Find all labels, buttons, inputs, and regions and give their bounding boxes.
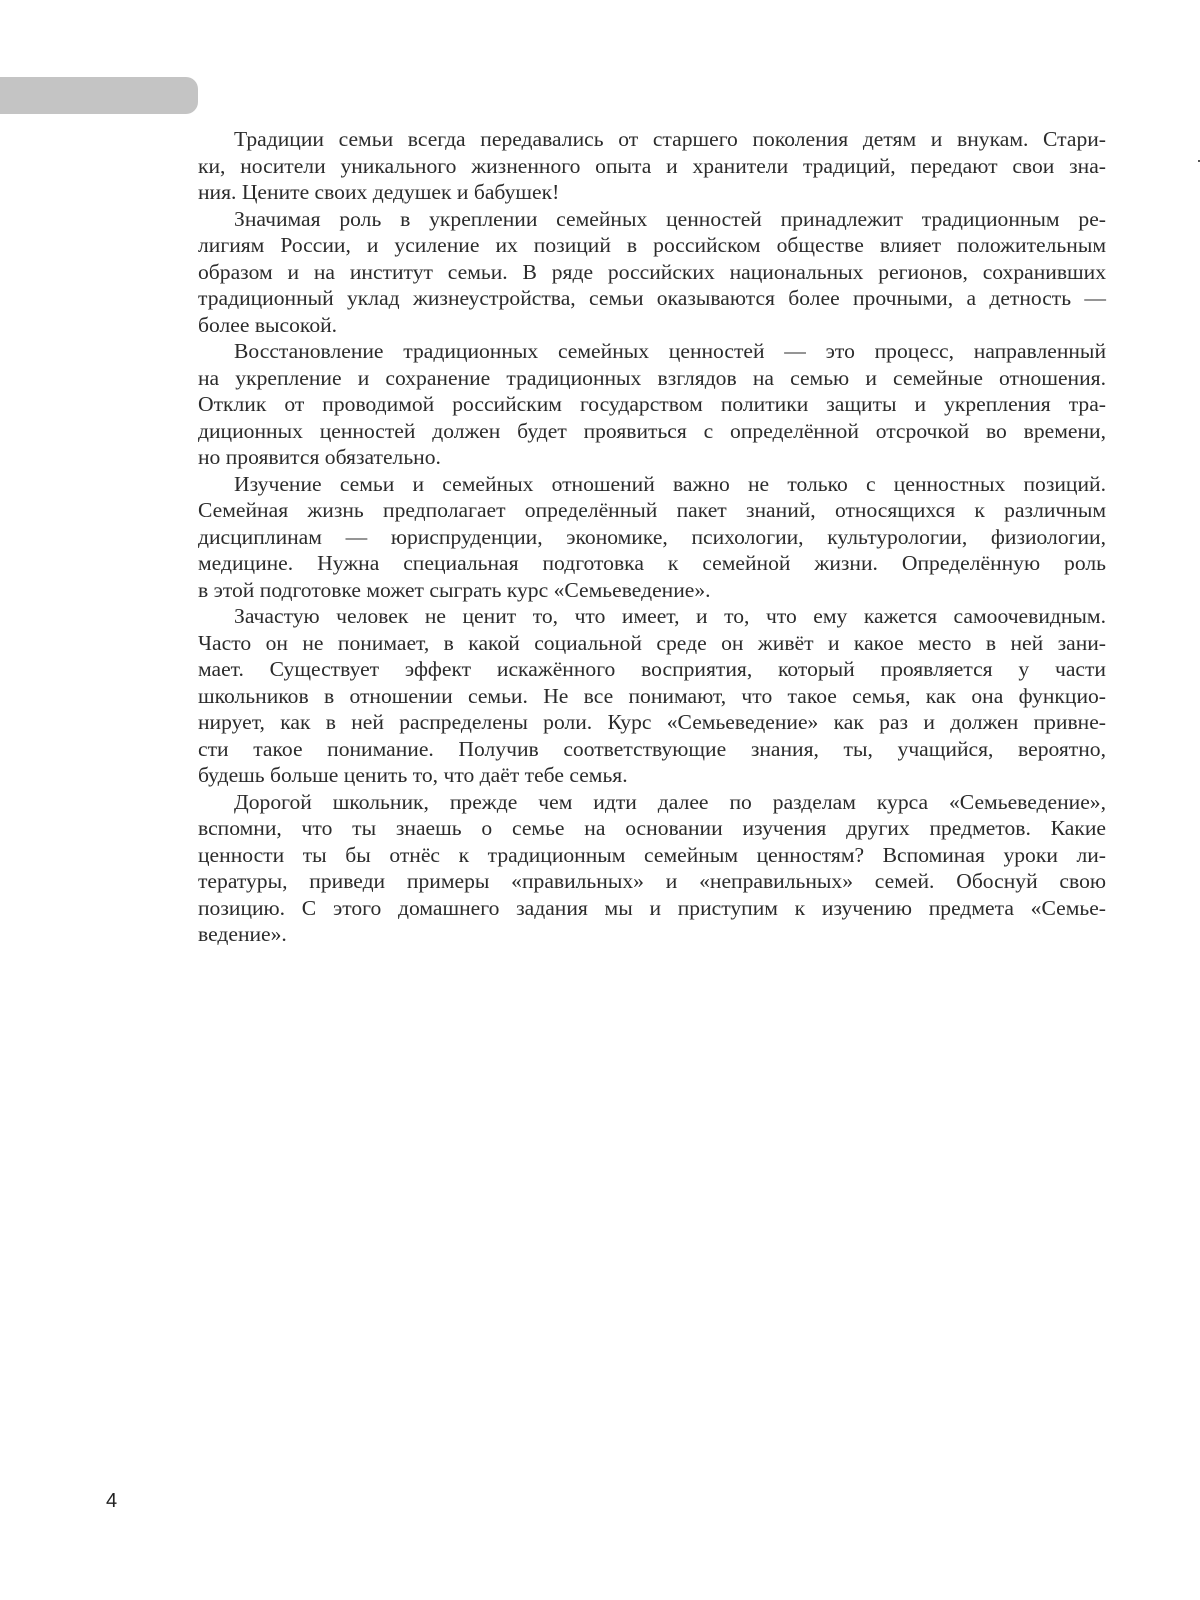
text-line: Традиции семьи всегда передавались от старшего поколения детям и внукам. Стари-	[234, 127, 1106, 151]
text-line: Отклик от проводимой российским государством политики защиты и укрепления тра-	[198, 392, 1106, 416]
text-line: Часто он не понимает, в какой социальной среде он живёт и какое место в ней зани-	[198, 630, 1106, 655]
text-line: традиционный уклад жизнеустройства, семьи оказываются более прочными, а детность —	[198, 286, 1106, 310]
section-tab-marker	[0, 77, 198, 114]
text-line: мает. Существует эффект искажённого восприятия, который проявляется у части	[198, 657, 1106, 681]
text-line: Зачастую человек не ценит то, что имеет, и то, что ему кажется самоочевидным.	[234, 604, 1106, 628]
text-line: будешь больше ценить то, что даёт тебе семья.	[198, 763, 628, 787]
paragraph-2	[198, 206, 1106, 339]
text-line: ведение».	[198, 922, 287, 946]
page-number: 4	[106, 1490, 118, 1512]
text-line: вспомни, что ты знаешь о семье на основании изучения других предметов. Какие	[198, 816, 1106, 840]
text-line: сти такое понимание. Получив соответствующие знания, ты, учащийся, вероятно,	[198, 736, 1106, 761]
text-line: образом и на институт семьи. В ряде российских национальных регионов, сохранивших	[198, 259, 1106, 284]
text-line: ния. Цените своих дедушек и бабушек!	[198, 180, 560, 204]
text-line: дисциплинам — юриспруденции, экономике, психологии, культурологии, физиологии,	[198, 524, 1106, 549]
text-line: на укрепление и сохранение традиционных взглядов на семью и семейные отношения.	[198, 365, 1106, 390]
text-line: ценности ты бы отнёс к традиционным семейным ценностям? Вспоминая уроки ли-	[198, 842, 1106, 867]
text-line: но проявится обязательно.	[198, 445, 441, 469]
paragraph-1	[198, 126, 1106, 206]
text-line: Изучение семьи и семейных отношений важно не только с ценностных позиций.	[234, 471, 1106, 496]
text-line: в этой подготовке может сыграть курс «Семьеведение».	[198, 577, 711, 602]
text-line: более высокой.	[198, 312, 338, 337]
text-line: лигиям России, и усиление их позиций в российском обществе влияет положительным	[198, 233, 1106, 257]
paragraph-6	[198, 789, 1106, 948]
text-line: нирует, как в ней распределены роли. Курс «Семьеведение» как раз и должен привне-	[198, 710, 1106, 734]
body-text	[198, 126, 1106, 948]
paragraph-5	[198, 603, 1106, 789]
text-line: тературы, приведи примеры «правильных» и «неправильных» семей. Обоснуй свою	[198, 869, 1106, 893]
text-line: Дорогой школьник, прежде чем идти далее по разделам курса «Семьеведение»,	[234, 789, 1106, 814]
text-line: Значимая роль в укреплении семейных ценностей принадлежит традиционным ре-	[234, 206, 1106, 231]
paragraph-4	[198, 471, 1106, 604]
paragraph-3	[198, 338, 1106, 471]
text-line: позицию. С этого домашнего задания мы и приступим к изучению предмета «Семье-	[198, 895, 1106, 920]
text-line: медицине. Нужна специальная подготовка к семейной жизни. Определённую роль	[198, 551, 1106, 575]
text-line: Восстановление традиционных семейных ценностей — это процесс, направленный	[234, 339, 1106, 363]
text-line: Семейная жизнь предполагает определённый пакет знаний, относящихся к различным	[198, 498, 1106, 522]
text-line: диционных ценностей должен будет проявиться с определённой отсрочкой во времени,	[198, 418, 1106, 443]
text-line: ки, носители уникального жизненного опыта и хранители традиций, передают свои зна-	[198, 153, 1106, 178]
text-line: школьников в отношении семьи. Не все понимают, что такое семья, как она функцио-	[198, 683, 1106, 708]
